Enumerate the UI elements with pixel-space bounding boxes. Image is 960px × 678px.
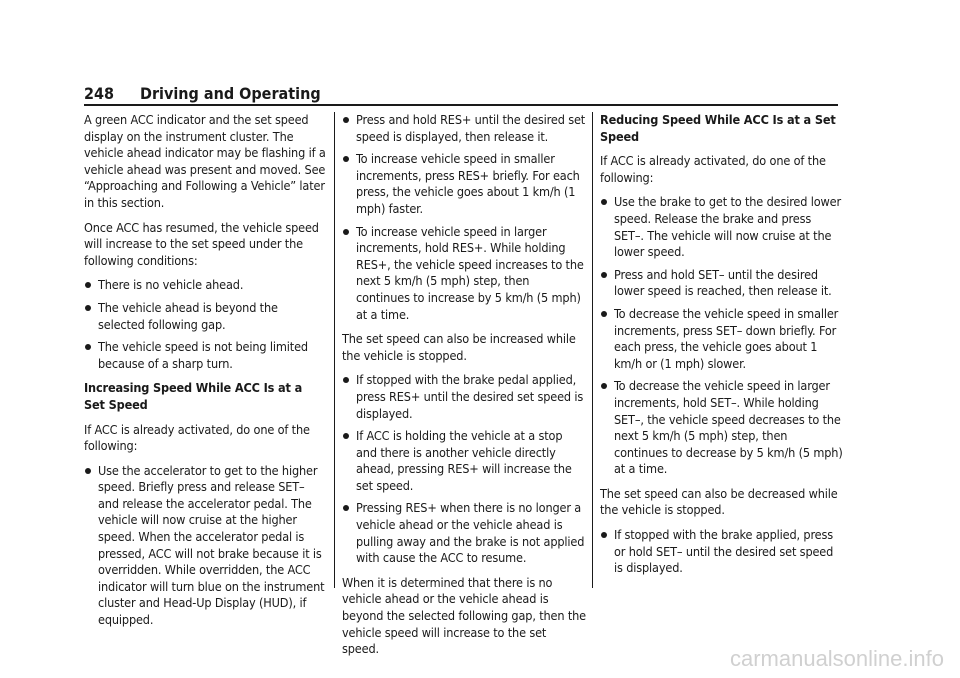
paragraph: The set speed can also be increased while the vehicle is stopped.	[342, 331, 576, 363]
page-header	[84, 84, 838, 103]
list-item: Press and hold RES+ until the desired set speed is displayed, then release it.	[342, 112, 586, 145]
column-3	[600, 112, 844, 585]
list-item: The vehicle ahead is beyond the selected following gap.	[84, 300, 326, 333]
paragraph: When it is determined that there is no vehicle ahead or the vehicle ahead is beyond the selected following gap, then the vehicle speed will increase to the set speed.	[342, 574, 586, 657]
paragraph: A green ACC indicator and the set speed display on the instrument cluster. The vehicle ahead indicator may be flashing if a vehicle ahead was present and moved. See “Approaching and Following a Vehicle” later in this section.	[84, 112, 326, 210]
section-title: Driving and Operating	[140, 84, 321, 103]
column-1	[84, 112, 326, 637]
paragraph: If ACC is already activated, do one of the following:	[600, 153, 826, 185]
list-item: To decrease the vehicle speed in larger increments, hold SET–. While holding SET–, the vehicle speed decreases to the next 5 km/h (5 mph) step, then continues to decrease by 5 km/h (5 mph) at a time.	[600, 378, 844, 478]
list-item: If stopped with the brake pedal applied, press RES+ until the desired set speed is displayed.	[342, 372, 586, 422]
conditions-list	[84, 277, 326, 372]
increase-list	[84, 463, 326, 629]
subheading-increasing-speed: Increasing Speed While ACC Is at a Set Speed	[84, 380, 303, 412]
list-item: To decrease the vehicle speed in smaller increments, press SET– down briefly. For each press, the vehicle goes about 1 km/h or (1 mph) slower.	[600, 306, 844, 372]
list-item: To increase vehicle speed in smaller increments, press RES+ briefly. For each press, the vehicle goes about 1 km/h (1 mph) faster.	[342, 151, 586, 217]
list-item: Press and hold SET– until the desired lower speed is reached, then release it.	[600, 267, 844, 300]
paragraph: Once ACC has resumed, the vehicle speed will increase to the set speed under the following conditions:	[84, 219, 319, 268]
list-item: Use the brake to get to the desired lower speed. Release the brake and press SET–. The vehicle will now cruise at the lower speed.	[600, 194, 844, 260]
list-item: The vehicle speed is not being limited because of a sharp turn.	[84, 339, 326, 372]
paragraph: If ACC is already activated, do one of the following:	[84, 421, 310, 454]
list-item: Pressing RES+ when there is no longer a vehicle ahead or the vehicle ahead is pulling away and the brake is not applied with cause the ACC to resume.	[342, 500, 586, 566]
reduce-list	[600, 194, 844, 478]
list-item: If ACC is holding the vehicle at a stop and there is another vehicle directly ahead, pressing RES+ will increase the set speed.	[342, 428, 586, 494]
increase-list-continued	[342, 112, 586, 323]
list-item: Use the accelerator to get to the higher speed. Briefly press and release SET– and release the accelerator pedal. The vehicle will now cruise at the higher speed. When the accelerator pedal is pressed, ACC will not brake because it is overridden. While overridden, the ACC indicator will turn blue on the instrument cluster and Head-Up Display (HUD), if equipped.	[84, 463, 326, 629]
list-item: To increase vehicle speed in larger increments, hold RES+. While holding RES+, the vehicle speed increases to the next 5 km/h (5 mph) step, then continues to increase by 5 km/h (5 mph) at a time.	[342, 224, 586, 324]
column-divider-1	[334, 112, 335, 588]
list-item: There is no vehicle ahead.	[84, 277, 326, 294]
column-2	[342, 112, 586, 666]
stopped-decrease-list	[600, 527, 844, 577]
subheading-reducing-speed: Reducing Speed While ACC Is at a Set Speed	[600, 112, 836, 144]
list-item: If stopped with the brake applied, press or hold SET– until the desired set speed is displayed.	[600, 527, 844, 577]
paragraph: The set speed can also be decreased while the vehicle is stopped.	[600, 485, 838, 518]
stopped-increase-list	[342, 372, 586, 567]
watermark: carmanualsonline.info	[729, 646, 944, 671]
page-number: 248	[84, 84, 115, 103]
column-divider-2	[592, 112, 593, 588]
header-rule	[84, 104, 838, 106]
